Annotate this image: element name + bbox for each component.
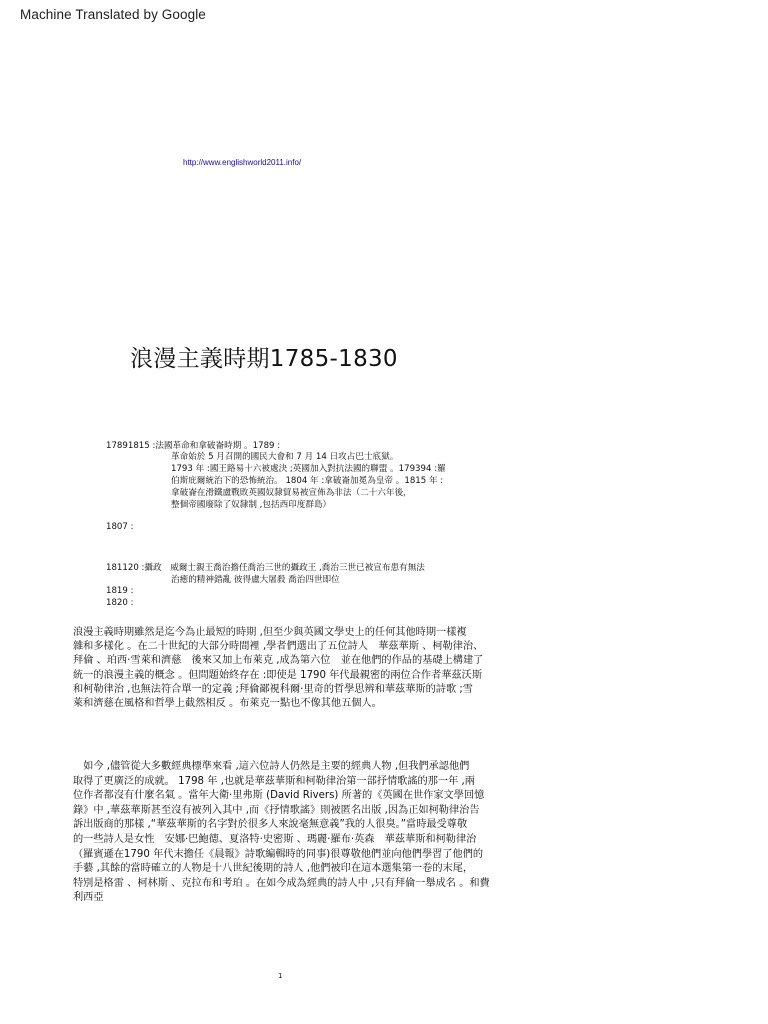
timeline-line: 181120 :攝政 威爾士親王喬治擔任喬治三世的攝政王 ,喬治三世已被宣布患有無法 [106, 563, 425, 573]
page-number: 1 [278, 972, 283, 980]
paragraph-line: 錄》中 ,華茲華斯甚至沒有被列入其中 ,而《抒情歌謠》則被匿名出版 ,因為正如柯勒律治告 [73, 804, 480, 816]
paragraph-line: 位作者都沒有什麼名氣 。當年大衛·里弗斯 (David Rivers) 所著的《英國在世作家文學回憶 [73, 790, 485, 802]
timeline-line: 1793 年 :國王路易十六被處決 ;英國加入對抗法國的聯盟 。179394 :羅 [171, 464, 446, 474]
timeline-line: 17891815 :法國革命和拿破崙時期 。1789 : [106, 441, 281, 451]
paragraph-line: 利西亞 [73, 892, 104, 904]
paragraph-line: 和柯勒律治 ,也無法符合單一的定義 ;拜倫鄙視科爾·里奇的哲學思辨和華茲華斯的詩歌 ;雪 [73, 683, 473, 695]
timeline-line: 治癒的精神錯亂 彼得盧大屠殺 喬治四世即位 [171, 575, 340, 585]
timeline-line: 伯斯庇爾統治下的恐怖統治。 1804 年 :拿破崙加冕為皇帝 。1815 年 : [171, 476, 444, 486]
paragraph-line: 雜和多樣化 。在二十世紀的大部分時間裡 ,學者們選出了五位詩人 華茲華斯 、柯勒律治、 [73, 641, 484, 653]
paragraph-intro [73, 626, 483, 711]
paragraph-line: 如今 ,儘管從大多數經典標準來看 ,這六位詩人仍然是主要的經典人物 ,但我們承認他們 [73, 761, 470, 772]
timeline-line: 1807 : [106, 522, 134, 532]
paragraph-line: 特別是格雷 、柯林斯 、克拉布和考珀 。在如今成為經典的詩人中 ,只有拜倫一舉成名 。和費 [73, 877, 490, 889]
paragraph-canon [73, 760, 490, 906]
timeline-line: 整個帝國廢除了奴隸制 ,包括西印度群島） [171, 500, 332, 510]
timeline-line: 1820 : [106, 598, 134, 608]
machine-translated-banner: Machine Translated by Google [20, 7, 206, 22]
timeline-line: 拿破崙在滑鐵盧戰敗英國奴隸貿易被宣佈為非法（二十六年後， [171, 488, 412, 498]
paragraph-line: 拜倫 、珀西·雪萊和濟慈 後來又加上布萊克 ,成為第六位 並在他們的作品的基礎上構建了 [73, 655, 484, 667]
paragraph-line: 手藝 ,其餘的當時確立的人物是十八世紀後期的詩人 ,他們被印在這本選集第一卷的末尾， [73, 863, 474, 875]
page-title: 浪漫主義時期1785-1830 [130, 346, 398, 372]
paragraph-line: 萊和濟慈在風格和哲學上截然相反 。布萊克一點也不像其他五個人。 [73, 698, 382, 710]
paragraph-line: 取得了更廣泛的成就。 1798 年 ,也就是華茲華斯和柯勒律治第一部抒情歌謠的那一年 ,兩 [73, 775, 475, 787]
paragraph-line: 訴出版商的那樣 ,“華茲華斯的名字對於很多人來說毫無意義”我的人很臭。”當時最受尊敬 [73, 819, 468, 831]
timeline-line: 1819 : [106, 586, 134, 596]
source-url-link[interactable]: http://www.englishworld2011.info/ [183, 158, 302, 167]
timeline-line: 革命始於 5 月召開的國民大會和 7 月 14 日攻占巴士底獄。 [171, 452, 399, 462]
paragraph-line: 浪漫主義時期雖然是迄今為止最短的時期 ,但至少與英國文學史上的任何其他時期一樣複 [73, 627, 467, 638]
paragraph-line: 的一些詩人是女性 安娜·巴鮑德、夏洛特·史密斯 、瑪麗·羅布·英森 華茲華斯和柯勒律治 [73, 833, 477, 845]
paragraph-line: （羅賓遜在1790 年代末擔任《晨報》詩歌編輯時的同事)很尊敬他們並向他們學習了他們的 [73, 848, 484, 860]
paragraph-line: 統一的浪漫主義的概念 。但問題始終存在 :即使是 1790 年代最親密的兩位合作者華茲沃斯 [73, 669, 483, 681]
